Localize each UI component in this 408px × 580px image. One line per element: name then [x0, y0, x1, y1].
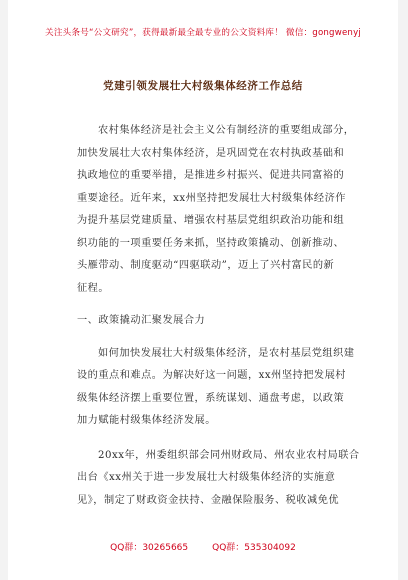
text-line: 加快发展壮大农村集体经济，是巩固党在农村执政基础和 [77, 147, 345, 159]
text-line: 20xx年，州委组织部会同州财政局、州农业农村局联合 [98, 449, 360, 461]
promo-banner: 关注头条号“公文研究”，获得最新最全最专业的公文资料库！ 微信：gongwenyj [45, 28, 361, 38]
qq-group-1: QQ群：30265665 [110, 543, 189, 553]
text-line: 见》，制定了财政资金扶持、金融保险服务、税收减免优 [77, 494, 340, 506]
text-line: 农村集体经济是社会主义公有制经济的重要组成部分， [98, 125, 355, 136]
section-heading: 一、政策撬动汇聚发展合力 [77, 315, 206, 326]
paragraph-1 [77, 120, 373, 300]
text-line: 出台《xx州关于进一步发展壮大村级集体经济的实施意 [77, 472, 336, 483]
text-line: 执政地位的重要举措，是推进乡村振兴、促进共同富裕的 [77, 170, 345, 181]
text-line: 重要途径。近年来，xx州坚持把发展壮大村级集体经济作 [77, 192, 346, 204]
footer [8, 540, 398, 553]
paragraph-3 [77, 445, 373, 513]
document-title: 党建引领发展壮大村级集体经济工作总结 [103, 80, 303, 92]
text-line: 征程。 [77, 282, 110, 294]
text-line: 设的重点和难点。为解决好这一问题，xx州坚持把发展村 [77, 370, 346, 381]
text-line: 织功能的一项重要任务来抓，坚持政策撬动、创新推动、 [77, 237, 345, 249]
paragraph-2 [77, 343, 373, 433]
document-page [8, 0, 398, 580]
document-body [77, 120, 373, 512]
text-line: 级集体经济摆上重要位置，系统谋划、通盘考虑，以政策 [77, 392, 345, 404]
text-line: 如何加快发展壮大村级集体经济，是农村基层党组织建 [98, 347, 355, 359]
text-line: 为提升基层党建质量、增强农村基层党组织政治功能和组 [77, 215, 345, 226]
text-line: 加力赋能村级集体经济发展。 [77, 415, 216, 426]
qq-group-2: QQ群：535304092 [212, 543, 296, 553]
text-line: 头雁带动、制度驱动“四驱联动”，迈上了兴村富民的新 [77, 260, 335, 271]
